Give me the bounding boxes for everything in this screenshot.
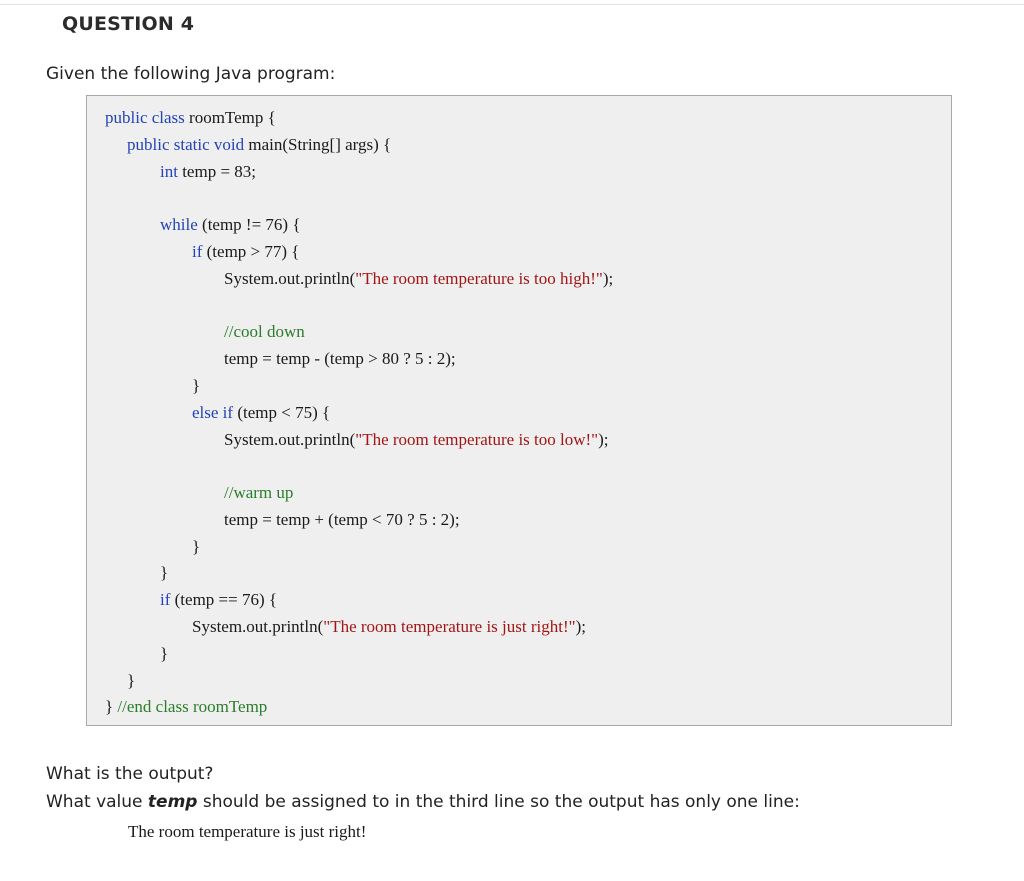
top-divider <box>0 4 1024 5</box>
code-line-13 <box>224 510 460 530</box>
code-text: System.out.println( <box>192 617 324 636</box>
code-line-15 <box>160 563 168 583</box>
code-text: ); <box>598 430 609 449</box>
code-text: main(String[] args) { <box>244 135 392 154</box>
value-question-text: should be assigned to in the third line so the output has only one line: <box>197 792 800 812</box>
code-text: (temp > 77) { <box>202 242 300 261</box>
code-line-6 <box>224 269 613 289</box>
code-line-17 <box>192 617 586 637</box>
variable-name: temp <box>147 792 198 812</box>
code-line-1 <box>105 108 276 128</box>
code-text: } <box>160 563 169 582</box>
code-text: } <box>192 537 201 556</box>
keyword: if <box>160 590 171 609</box>
code-line-12 <box>224 483 293 503</box>
code-line-3 <box>160 162 256 182</box>
keyword: int <box>160 162 178 181</box>
keyword: else if <box>192 403 234 422</box>
code-text: System.out.println( <box>224 430 356 449</box>
code-comment: //end class roomTemp <box>113 697 268 716</box>
question-prompt: Given the following Java program: <box>46 64 336 84</box>
code-line-5 <box>192 242 299 262</box>
code-text: } <box>127 671 136 690</box>
code-line-18 <box>160 644 168 664</box>
code-line-10 <box>192 403 330 423</box>
code-text: } <box>192 376 201 395</box>
code-text: temp = 83; <box>177 162 257 181</box>
code-text: roomTemp { <box>184 108 276 127</box>
code-line-7 <box>224 322 305 342</box>
code-text: (temp == 76) { <box>170 590 278 609</box>
code-text: } <box>105 697 114 716</box>
code-text: temp = temp + (temp < 70 ? 5 : 2); <box>224 510 460 529</box>
code-block <box>86 95 952 726</box>
code-line-8 <box>224 349 456 369</box>
code-line-19 <box>127 671 135 691</box>
code-line-4 <box>160 215 301 235</box>
code-text: (temp != 76) { <box>197 215 301 234</box>
code-line-16 <box>160 590 277 610</box>
value-question <box>46 792 800 812</box>
string-literal: "The room temperature is too low!" <box>355 430 599 449</box>
code-line-20 <box>105 697 267 717</box>
keyword: while <box>160 215 198 234</box>
code-line-2 <box>127 135 391 155</box>
keyword: public class <box>105 108 185 127</box>
code-line-9 <box>192 376 200 396</box>
code-text: ); <box>575 617 586 636</box>
code-comment: //warm up <box>224 483 294 502</box>
code-text: ); <box>602 269 614 288</box>
question-title: QUESTION 4 <box>62 13 195 35</box>
string-literal: "The room temperature is too high!" <box>355 269 603 288</box>
code-text: System.out.println( <box>224 269 356 288</box>
expected-output: The room temperature is just right! <box>128 822 367 841</box>
code-text: temp = temp - (temp > 80 ? 5 : 2); <box>224 349 456 368</box>
code-line-11 <box>224 430 609 450</box>
code-text: } <box>160 644 169 663</box>
keyword: if <box>192 242 203 261</box>
keyword: public static void <box>127 135 245 154</box>
code-text: (temp < 75) { <box>233 403 331 422</box>
value-question-text: What value <box>46 792 148 812</box>
code-line-14 <box>192 537 200 557</box>
output-question: What is the output? <box>46 764 214 784</box>
code-comment: //cool down <box>224 322 305 341</box>
string-literal: "The room temperature is just right!" <box>323 617 576 636</box>
